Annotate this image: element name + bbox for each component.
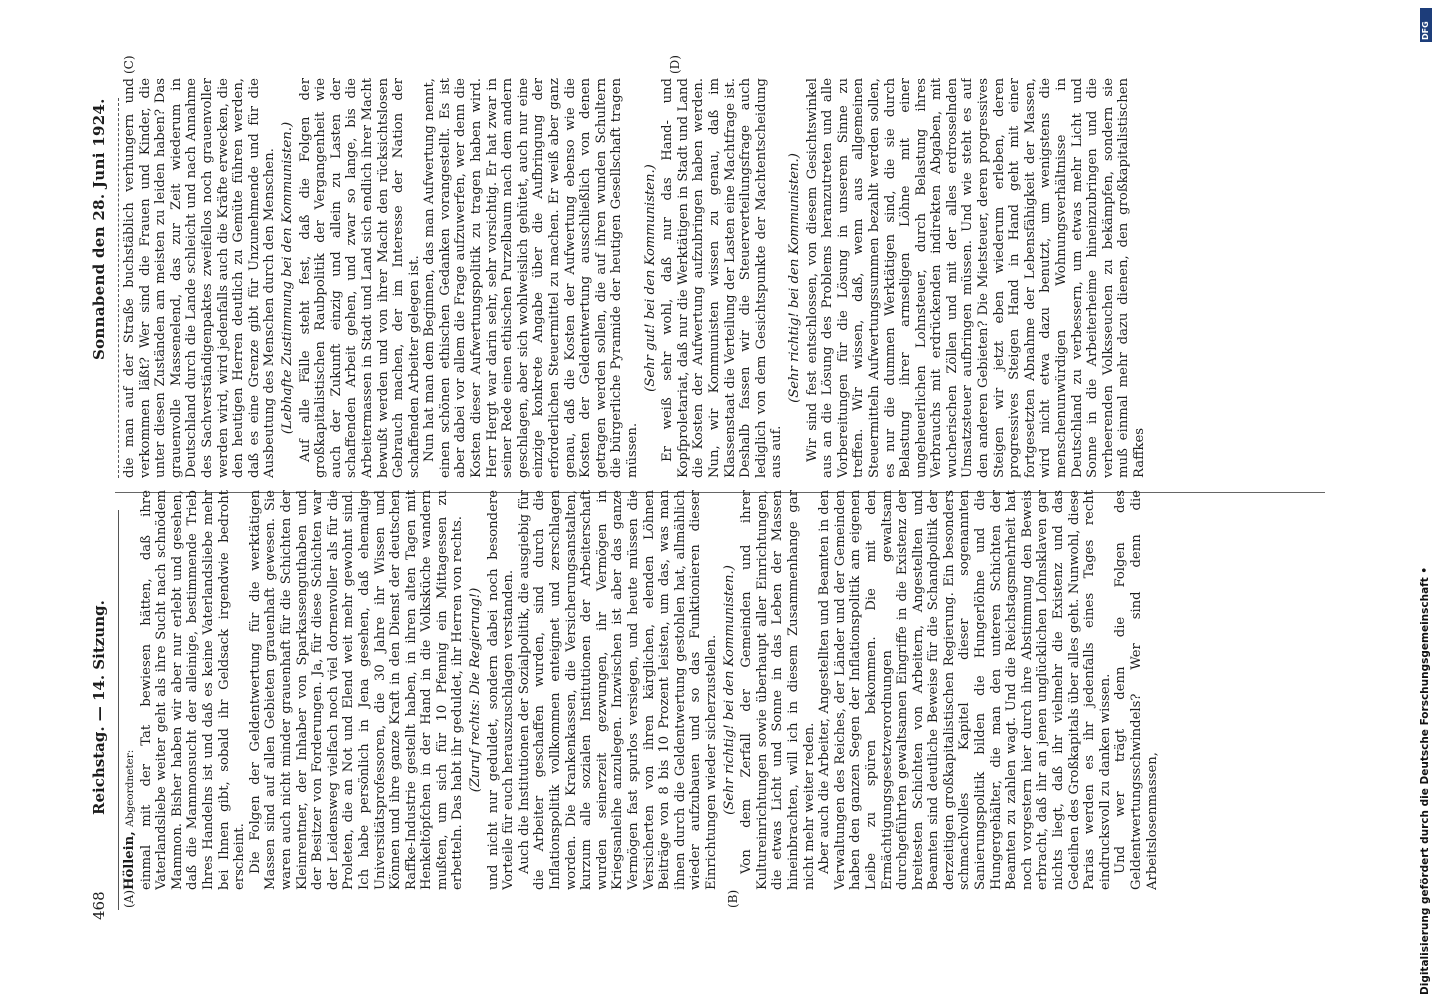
paragraph: Er weiß sehr wohl, daß nur das Hand- und Kopfproletariat, daß nur die Werktätigen in Stadt und Land die Kosten der Aufwertung aufzubringen haben werden. Nun, wir Kommunisten wissen zu genau, daß im Klassenstaat die Verteilung der Lasten eine Machtfrage ist. Deshalb fassen wir die Steuerverteilungsfrage auch lediglich von dem Gesichtspunkte der Machtentscheidung aus auf. (660, 78, 785, 478)
interjection: (Sehr richtig! bei den Kommunisten.) (721, 565, 737, 815)
paragraph: Nun hat man dem Beginnen, das man Aufwertung nennt, einen schönen ethischen Gedanken vorangestellt. Es ist aber dabei vor allem die Frage aufzuwerfen, wer denn die Kosten dieser Aufwertungspolitik zu tragen haben wird. Herr Hergt war darin sehr, sehr vorsichtig. Er hat zwar in seiner Rede einen ethischen Purzelbaum nach dem andern geschlagen, aber sich wohlweislich gehütet, auch nur eine einzige konkrete Angabe über die Aufbringung der erforderlichen Steuermittel zu machen. Er weiß aber ganz genau, daß die Kosten der Aufwertung ebenso wie die Kosten der Geldentwertung ausschließlich von denen getragen werden sollen, die auf ihren wunden Schultern die bürgerliche Pyramide der heutigen Gesellschaft tragen müssen. (422, 78, 640, 478)
margin-marker-b: (B) (726, 889, 740, 908)
page-number: 468 (90, 891, 108, 920)
interjection: (Zuruf rechts: Die Regierung!) (468, 587, 484, 793)
margin-marker-c: (C) (122, 55, 136, 74)
paragraph: einmal mit der Tat bewiesen hätten, daß ihre Vaterlandsliebe weiter geht als ihre Sucht nach schnödem Mammon. Bisher haben wir aber nur erlebt und gesehen, daß die Mammonsucht der alleinige, bestimmende Trieb Ihres Handelns ist und daß es keine Vaterlandsliebe mehr bei Ihnen gibt, sobald ihr Geldsack irgendwie bedroht erscheint. (138, 490, 248, 890)
header-rule-left (118, 510, 119, 910)
interjection: (Sehr gut! bei den Kommunisten.) (642, 164, 658, 392)
speaker-role: Abgeordneter: (124, 749, 136, 827)
paragraph: Auf alle Fälle steht fest, daß die Folgen der großkapitalistischen Raubpolitik der Vergangenheit wie auch der Zukunft einzig und allein zu Lasten der schaffenden Arbeit gehen, und zwar so lange, bis die Arbeitermassen in Stadt und Land sich endlich ihrer Macht bewußt werden und von ihrer Macht den rücksichtslosen Gebrauch machen, der im Interesse der Nation der schaffenden Arbeiter gelegen ist. (297, 78, 422, 478)
session-date: Sonnabend den 28. Juni 1924. (90, 98, 108, 360)
paragraph: Die Folgen der Geldentwertung für die werktätigen Massen sind auf allen Gebieten grauenhaft gewesen. Sie waren auch nicht minder grauenhaft für die Schichten der Kleinrentner, der Inhaber von Sparkassenguthaben und der Besitzer von Forderungen. Ja, für diese Schichten war der Leidensweg vielfach noch viel dornenvoller als für die Proleten, die an Not und Elend weit mehr gewohnt sind. Ich habe persönlich in Jena gesehen, daß ehemalige Universitätsprofessoren, die 30 Jahre ihr Wissen und Können und ihre ganze Kraft in den Dienst der deutschen Raffke-Industrie gestellt haben, in ihren alten Tagen mit Henkeltöpfchen in der Hand in die Volksküche wandern mußten, um sich für 10 Pfennig ein Mittagessen zu erbetteln. Das habt ihr geduldet, ihr Herren von rechts. (247, 490, 466, 890)
dfg-logo-text: DFG (1421, 21, 1430, 40)
paragraph: Wir sind fest entschlossen, von diesem Gesichtswinkel aus an die Lösung des Problems heranzutreten und alle Vorbereitungen für die Lösung in unserem Sinne zu treffen. Wir wissen, daß, wenn aus allgemeinen Steuermitteln Aufwertungssummen bezahlt werden sollen, es nur die dummen Werktätigen sind, die sie durch Belastung ihrer armseligen Löhne mit einer ungeheuerlichen Lohnsteuer, durch Belastung ihres Verbrauchs mit erdrückenden indirekten Abgaben, mit wucherischen Zöllen und mit der alles erdrosselnden Umsatzsteuer aufbringen müssen. Und wie steht es auf den anderen Gebieten? Die Mietsteuer, deren progressives Steigen wir jetzt eben wiederum erleben, deren progressives Steigen Hand in Hand geht mit einer fortgesetzten Abnahme der Lebensfähigkeit der Massen, wird nicht etwa dazu benutzt, um wenigstens die menschenunwürdigen Wohnungsverhältnisse in Deutschland zu verbessern, um etwas mehr Licht und Sonne in die Arbeiterheime hineinzubringen und die verheerenden Volksseuchen zu bekämpfen, sondern sie muß einmal mehr dazu dienen, den großkapitalistischen Raffkes (804, 78, 1147, 478)
interjection: (Sehr richtig! bei den Kommunisten.) (786, 153, 802, 403)
text-column-left (122, 490, 1322, 890)
speaker-line (122, 490, 139, 890)
speaker-name: Höllein, (122, 831, 137, 890)
paragraph: und nicht nur geduldet, sondern dabei noch besondere Vorteile für euch herauszuschlagen verstanden. (485, 490, 517, 890)
margin-marker-a: (A) (122, 889, 136, 908)
paragraph: Von dem Zerfall der Gemeinden und ihrer Kultureinrichtungen sowie überhaupt aller Einrichtungen, die etwas Licht und Sonne in das Leben der Massen hineinbrachten, will ich in diesem Zusammenhange gar nicht mehr weiter reden. (739, 490, 817, 890)
paragraph: die man auf der Straße buchstäblich verhungern und verkommen läßt? Wer sind die Frauen und Kinder, die unter diesen Zuständen am meisten zu leiden haben? Das grauenvolle Massenelend, das zur Zeit wiederum in Deutschland durch die Lande schleicht und nach Annahme des Sachverständigenpaktes zweifellos noch grauenvoller werden wird, wird jedenfalls auch die Kräfte erwecken, die den heutigen Herren deutlich zu Gemüte führen werden, daß es eine Grenze gibt für Unzunehmende und für die Ausbeutung des Menschen durch den Menschen. (122, 78, 278, 478)
margin-marker-d: (D) (668, 55, 682, 74)
interjection: (Lebhafte Zustimmung bei den Kommunisten.) (279, 121, 295, 435)
paragraph: Aber auch die Arbeiter, Angestellten und Beamten in den Verwaltungen des Reiches, der Länder und der Gemeinden haben den ganzen Segen der Inflationspolitik am eigenen Leibe zu spüren bekommen. Die mit den Ermächtigungsgesetzverordnungen gewaltsam durchgeführten gewaltsamen Eingriffe in die Existenz der breitesten Schichten von Arbeitern, Angestellten und Beamten sind deutliche Beweise für die Schandpolitik der derzeitigen großkapitalistischen Regierung. Ein besonders schmachvolles Kapitel dieser sogenannten Sanierungspolitik bilden die Hungerlöhne und die Hungergehälter, die man den unteren Schichten der Beamten zu zahlen wagt. Und die Reichstagsmehrheit hat noch vorgestern hier durch ihre Abstimmung den Beweis erbracht, daß ihr an jenen unglücklichen Lohnsklaven gar nichts liegt, daß ihr vielmehr die Existenz und das Gedeihen des Großkapitals über alles geht. Nunwohl, diese Parias werden es ihr jedenfalls eines Tages recht eindrucksvoll zu danken wissen. (817, 490, 1113, 890)
digitization-note: Digitalisierung gefördert durch die Deutsche Forschungsgemeinschaft • (1419, 566, 1431, 995)
dfg-logo (1420, 8, 1432, 42)
paragraph: Auch die Institutionen der Sozialpolitik, die ausgiebig für die Arbeiter geschaffen wurden, sind durch die Inflationspolitik vollkommen enteignet und zerschlagen worden. Die Krankenkassen, die Versicherungsanstalten, kurzum alle sozialen Institutionen der Arbeiterschaft wurden seinerzeit gezwungen, ihr Vermögen in Kriegsanleihe anzulegen. Inzwischen ist aber das ganze Vermögen fast spurlos versiegen, und heute müssen die Versicherten von ihren kärglichen, elenden Löhnen Beiträge von 8 bis 10 Prozent leisten, um das, was man ihnen durch die Geldentwertung gestohlen hat, allmählich wieder aufzubauen und so das Funktionieren dieser Einrichtungen wieder sicherzustellen. (516, 490, 719, 890)
paragraph: Und wer trägt denn die Folgen des Geldentwertungsschwindels? Wer sind denn die Arbeitslosenmassen, (1113, 490, 1160, 890)
text-column-right (122, 78, 1322, 478)
page-header (86, 60, 114, 920)
header-rule-right (118, 98, 120, 478)
session-title: Reichstag. — 14. Sitzung. (90, 600, 108, 815)
